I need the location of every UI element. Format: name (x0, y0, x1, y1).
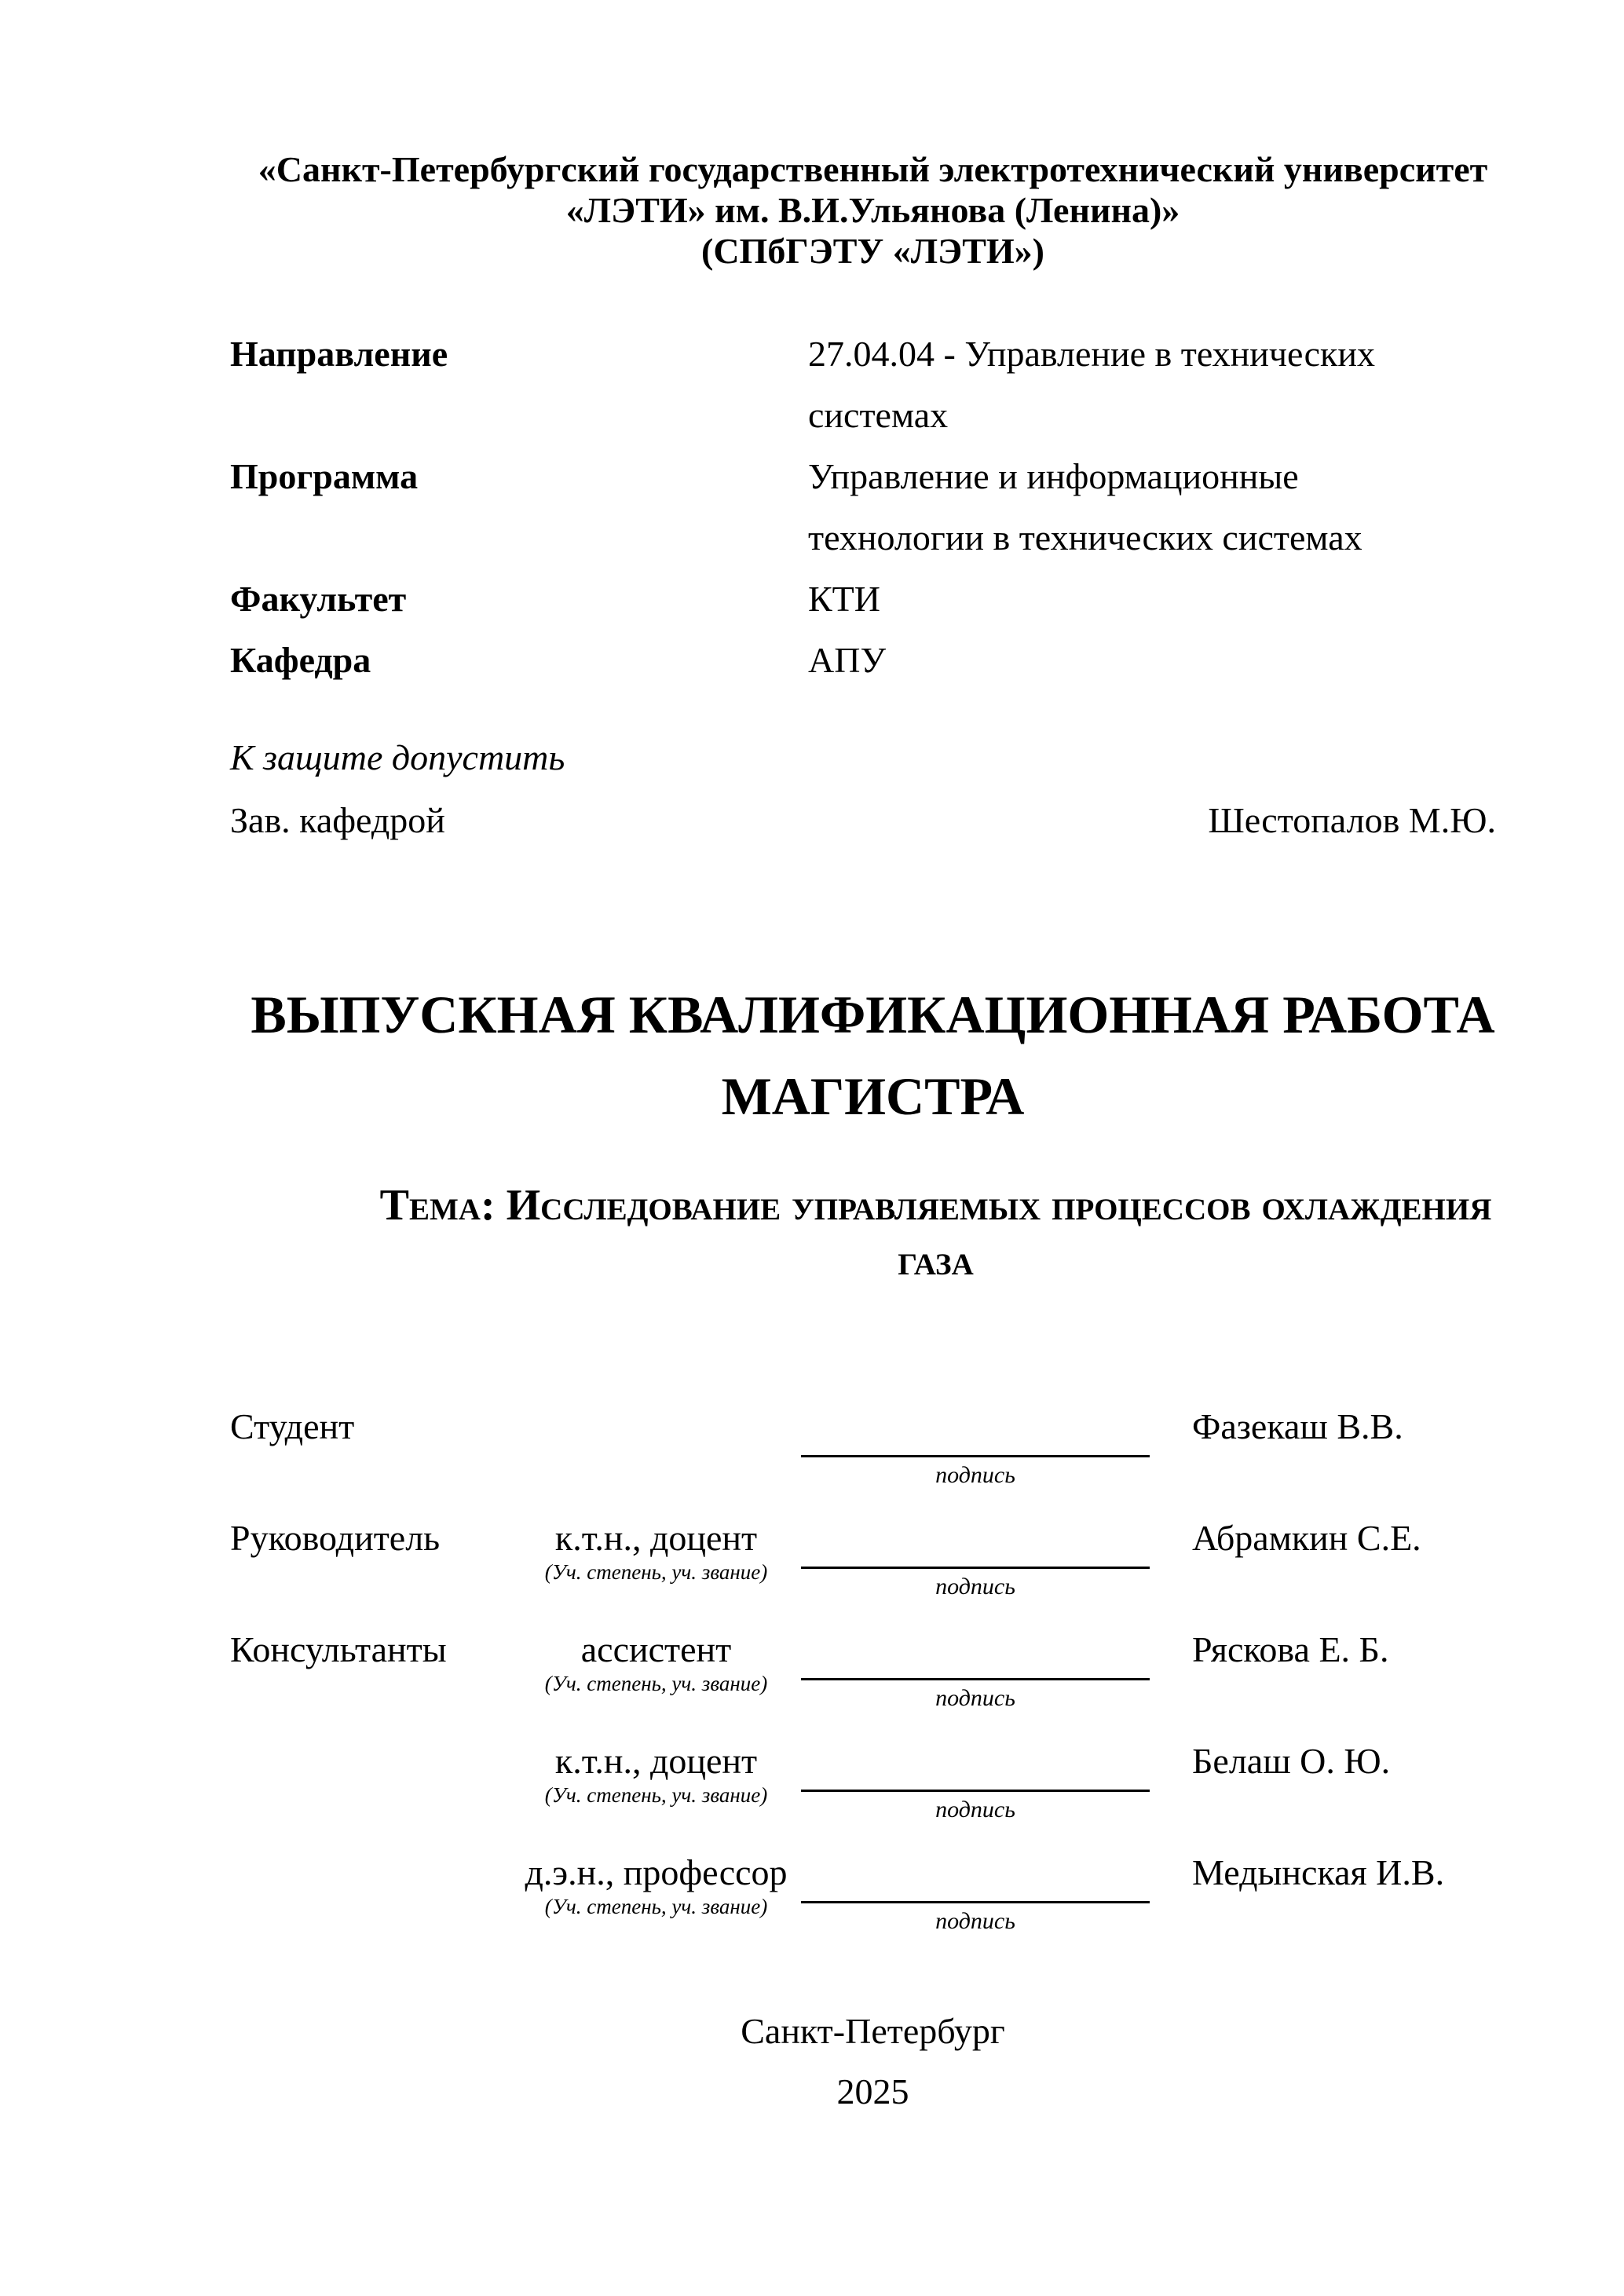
field-value: АПУ (808, 640, 887, 680)
document-title-line2: МАГИСТРА (721, 1066, 1025, 1126)
city-label: Санкт-Петербург (741, 2011, 1005, 2051)
signature-line (801, 1731, 1150, 1792)
qualification-cell (521, 1620, 792, 1695)
field-value: системах (808, 395, 949, 435)
field-row-direction (230, 324, 1516, 385)
degree-caption: (Уч. степень, уч. звание) (544, 1895, 768, 1918)
signature-cell (792, 1620, 1161, 1712)
signature-caption: подпись (935, 1797, 1015, 1823)
signer-name: Фазекаш В.В. (1192, 1406, 1403, 1446)
degree-caption: (Уч. степень, уч. звание) (544, 1672, 768, 1695)
signer-name: Ряскова Е. Б. (1192, 1629, 1389, 1669)
qualification-cell (521, 1731, 792, 1807)
signature-cell (792, 1397, 1161, 1489)
signature-caption: подпись (935, 1462, 1015, 1488)
signature-table (230, 1397, 1581, 1954)
signature-role-label: Руководитель (230, 1518, 441, 1558)
signature-cell (792, 1731, 1161, 1823)
signer-name: Абрамкин С.Е. (1192, 1518, 1421, 1558)
department-head-row (230, 789, 1496, 852)
admission-block (230, 726, 1496, 852)
signature-role-label (230, 1843, 521, 1852)
department-head-name: Шестопалов М.Ю. (1208, 800, 1496, 840)
signer-name: Белаш О. Ю. (1192, 1741, 1391, 1781)
thesis-theme-line1: Тема: Исследование управляемых процессов охлаждения (379, 1181, 1492, 1230)
department-head-label: Зав. кафедрой (230, 800, 445, 840)
field-label: Программа (230, 456, 419, 496)
signature-cell (792, 1508, 1161, 1600)
field-row-direction-wrap (230, 385, 1516, 446)
admission-statement: К защите допустить (230, 737, 565, 777)
signature-role-label: Студент (230, 1406, 355, 1446)
thesis-theme-line2: газа (898, 1236, 974, 1285)
degree-caption: (Уч. степень, уч. звание) (544, 1560, 768, 1584)
university-name-line1: «Санкт-Петербургский государственный электротехнический университет (258, 149, 1488, 189)
signature-caption: подпись (935, 1685, 1015, 1711)
footer-block (230, 2001, 1516, 2122)
degree-caption: (Уч. степень, уч. звание) (544, 1783, 768, 1807)
program-fields (230, 324, 1516, 691)
field-row-program (230, 446, 1516, 507)
signature-role-label: Консультанты (230, 1629, 447, 1669)
signature-line (801, 1508, 1150, 1569)
university-header (230, 149, 1516, 272)
university-name-line2: «ЛЭТИ» им. В.И.Ульянова (Ленина)» (565, 190, 1180, 230)
field-label: Факультет (230, 579, 407, 619)
qualification-text: д.э.н., профессор (525, 1852, 788, 1892)
signature-line (801, 1843, 1150, 1903)
signature-line (801, 1620, 1150, 1680)
qualification-cell (521, 1508, 792, 1584)
signature-row-student (230, 1397, 1581, 1508)
signature-row-consultant-1 (230, 1620, 1581, 1731)
document-title-line1: ВЫПУСКНАЯ КВАЛИФИКАЦИОННАЯ РАБОТА (251, 985, 1495, 1044)
signature-row-consultant-3 (230, 1843, 1581, 1954)
field-value: КТИ (808, 579, 880, 619)
thesis-theme (293, 1178, 1578, 1288)
signature-row-supervisor (230, 1508, 1581, 1620)
signature-caption: подпись (935, 1908, 1015, 1934)
signature-role-label (230, 1731, 521, 1741)
field-label (230, 507, 808, 569)
field-row-department (230, 630, 1516, 691)
qualification-text: к.т.н., доцент (554, 1518, 758, 1558)
field-label (230, 385, 808, 446)
field-value: технологии в технических системах (808, 517, 1362, 558)
field-value: Управление и информационные (808, 456, 1299, 496)
signature-caption: подпись (935, 1574, 1015, 1600)
field-label: Направление (230, 334, 448, 374)
signature-row-consultant-2 (230, 1731, 1581, 1843)
university-abbreviation: (СПбГЭТУ «ЛЭТИ») (701, 231, 1044, 271)
document-title (230, 974, 1516, 1137)
signature-cell (792, 1843, 1161, 1935)
qualification-cell (521, 1843, 792, 1918)
field-label: Кафедра (230, 640, 371, 680)
year-label: 2025 (836, 2071, 909, 2111)
field-value: 27.04.04 - Управление в технических (808, 334, 1375, 374)
qualification-cell (521, 1397, 792, 1408)
field-row-program-wrap (230, 507, 1516, 569)
signer-name: Медынская И.В. (1192, 1852, 1445, 1892)
field-row-faculty (230, 569, 1516, 630)
qualification-text: к.т.н., доцент (554, 1741, 758, 1781)
qualification-text: ассистент (580, 1629, 732, 1669)
signature-line (801, 1397, 1150, 1457)
